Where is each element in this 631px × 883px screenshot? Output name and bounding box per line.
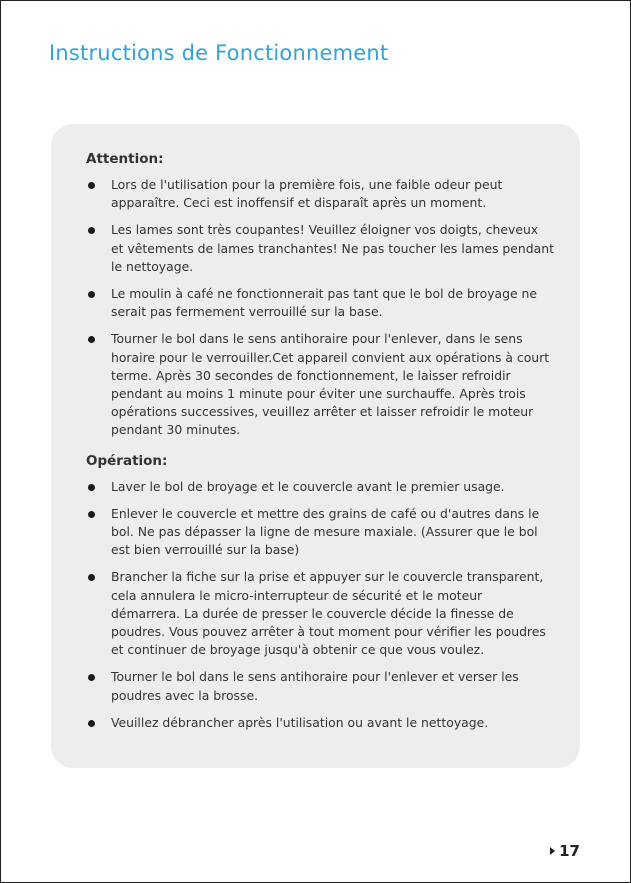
attention-list	[86, 176, 554, 440]
list-item-text: Le moulin à café ne fonctionnerait pas tant que le bol de broyage ne serait pas fermement verrouillé sur la base.	[111, 286, 538, 320]
page-number: 17	[559, 842, 580, 860]
list-item-text: Tourner le bol dans le sens antihoraire pour l'enlever et verser les poudres avec la brosse.	[111, 669, 519, 703]
page-footer	[550, 842, 580, 860]
bullet-icon	[88, 574, 95, 581]
triangle-right-icon	[550, 847, 555, 855]
bullet-icon	[88, 291, 95, 298]
list-item	[86, 285, 554, 321]
list-item-text: Les lames sont très coupantes! Veuillez éloigner vos doigts, cheveux et vêtements de lames tranchantes! Ne pas toucher les lames pendant le nettoyage.	[111, 222, 554, 274]
bullet-icon	[88, 336, 95, 343]
bullet-icon	[88, 182, 95, 189]
bullet-icon	[88, 674, 95, 681]
list-item-text: Laver le bol de broyage et le couvercle avant le premier usage.	[111, 478, 505, 494]
attention-heading: Attention:	[86, 151, 164, 167]
bullet-icon	[88, 484, 95, 491]
list-item	[86, 330, 554, 439]
list-item	[86, 176, 554, 212]
list-item-text: Tourner le bol dans le sens antihoraire pour l'enlever, dans le sens horaire pour le verrouiller.Cet appareil convient aux opérations à court terme. Après 30 secondes de fonctionnement, le laisser refroidir pendant au moins 1 minute pour éviter une surchauffe. Après trois opérations successives, veuillez arrêter et laisser refroidir le moteur pendant 30 minutes.	[111, 331, 550, 438]
bullet-icon	[88, 227, 95, 234]
list-item	[86, 221, 554, 276]
list-item-text: Enlever le couvercle et mettre des grains de café ou d'autres dans le bol. Ne pas dépasser la ligne de mesure maxiale. (Assurer que le bol est bien verrouillé sur la base)	[111, 505, 540, 558]
instructions-box	[51, 124, 580, 768]
page-title: Instructions de Fonctionnement	[49, 41, 389, 65]
operation-list	[86, 478, 554, 732]
list-item-text: Brancher la fiche sur la prise et appuyer sur le couvercle transparent, cela annulera le micro-interrupteur de sécurité et le moteur démarrera. La durée de presser le couvercle décide la finesse de poudres. Vous pouvez arrêter à tout moment pour vérifier les poudres et continuer de broyage jusqu'à obtenir ce que vous voulez.	[111, 569, 546, 658]
bullet-icon	[88, 720, 95, 727]
list-item	[86, 568, 554, 659]
bullet-icon	[88, 511, 95, 518]
list-item	[86, 714, 554, 732]
list-item	[86, 668, 554, 704]
list-item-text: Lors de l'utilisation pour la première fois, une faible odeur peut apparaître. Ceci est inoffensif et disparaît après un moment.	[111, 177, 503, 211]
list-item	[86, 478, 554, 496]
list-item	[86, 505, 554, 560]
list-item-text: Veuillez débrancher après l'utilisation ou avant le nettoyage.	[111, 714, 489, 730]
operation-heading: Opération:	[86, 452, 168, 469]
